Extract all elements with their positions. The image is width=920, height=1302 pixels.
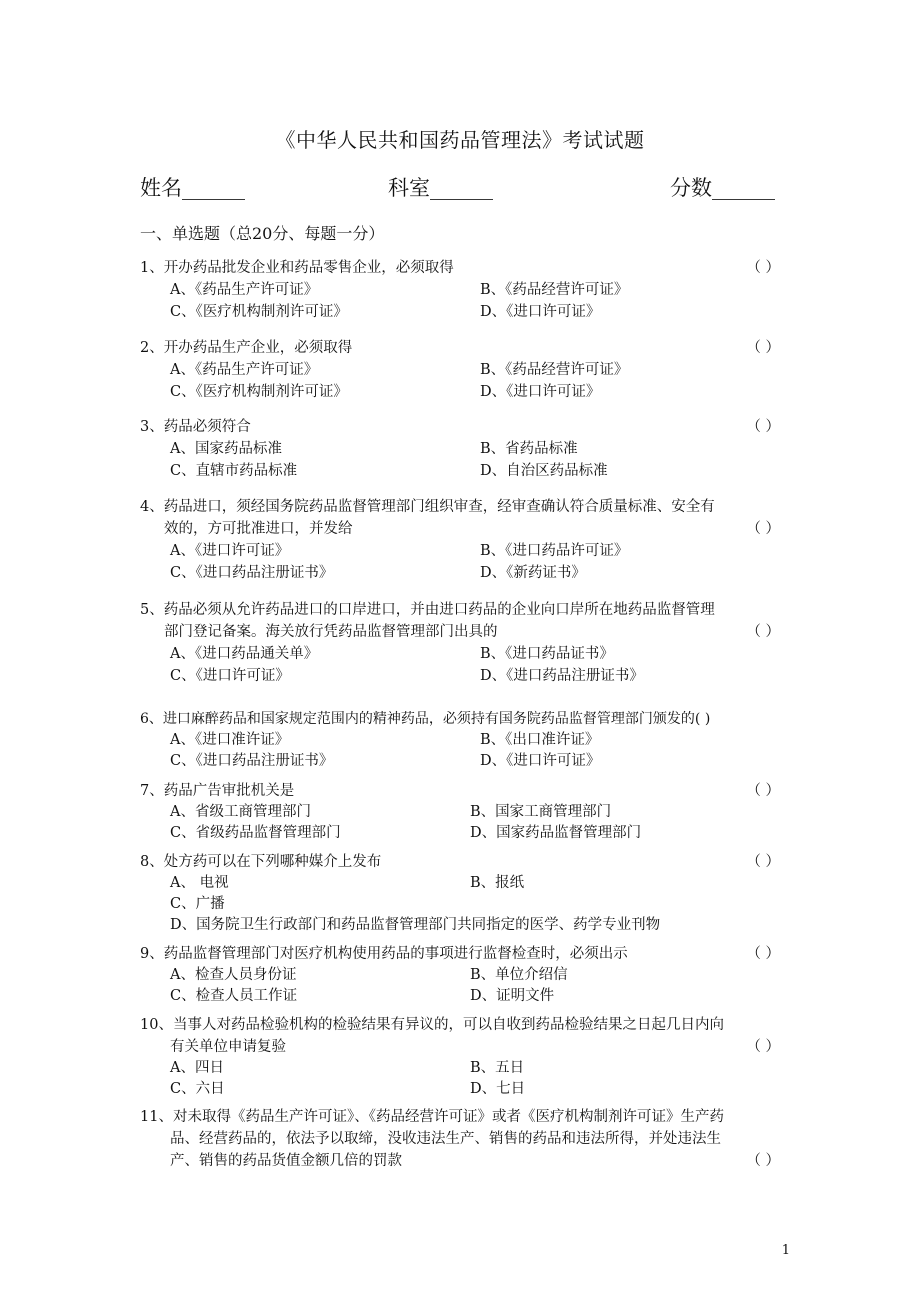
name-field: 姓名______ [140, 176, 245, 200]
question-7 [140, 780, 780, 844]
option-d: D、七日 [470, 1081, 526, 1097]
option-b: B、《进口药品证书》 [480, 646, 614, 662]
option-c: C、《医疗机构制剂许可证》 [170, 304, 348, 320]
question-stem: 11、对未取得《药品生产许可证》、《药品经营许可证》或者《医疗机构制剂许可证》生产药 品、经营药品的，依法予以取缔，没收违法生产、销售的药品和违法所得，并处违法生 产、销售的药品货值金额几倍的罚款 （ ） [140, 1106, 780, 1172]
question-stem: 6、进口麻醉药品和国家规定范围内的精神药品，必须持有国务院药品监督管理部门颁发的( ) [140, 711, 711, 727]
option-a: A、 电视 [170, 875, 229, 891]
header-fields [140, 172, 780, 202]
option-b: B、《药品经营许可证》 [480, 282, 629, 298]
option-b: B、《出口准许证》 [480, 732, 600, 748]
option-c: C、直辖市药品标准 [170, 463, 298, 479]
option-a: A、《进口许可证》 [170, 543, 290, 559]
option-b: B、国家工商管理部门 [470, 804, 612, 820]
option-c: C、广播 [170, 896, 225, 912]
question-11 [140, 1106, 780, 1172]
answer-bracket: （ ） [746, 854, 780, 870]
question-stem: 5、药品必须从允许药品进口的口岸进口，并由进口药品的企业向口岸所在地药品监督管理 部门登记备案。海关放行凭药品监督管理部门出具的 （ ） [140, 599, 780, 643]
question-stem: 9、药品监督管理部门对医疗机构使用药品的事项进行监督检查时，必须出示 （ ） [140, 943, 780, 965]
answer-bracket: （ ） [746, 521, 780, 537]
option-a: A、《药品生产许可证》 [170, 362, 319, 378]
question-1 [140, 257, 780, 323]
option-c: C、检查人员工作证 [170, 988, 298, 1004]
option-b: B、《进口药品许可证》 [480, 543, 629, 559]
option-a: A、《药品生产许可证》 [170, 282, 319, 298]
question-stem: 3、药品必须符合 （ ） [140, 416, 780, 438]
option-a: A、《进口药品通关单》 [170, 646, 319, 662]
option-c: C、《进口许可证》 [170, 668, 290, 684]
section-heading: 一、单选题（总20分、每题一分） [140, 224, 385, 243]
option-d: D、《进口许可证》 [480, 384, 601, 400]
option-c: C、六日 [170, 1081, 225, 1097]
option-d: D、《进口药品注册证书》 [480, 668, 644, 684]
option-a: A、检查人员身份证 [170, 967, 297, 983]
option-c: C、省级药品监督管理部门 [170, 825, 341, 841]
department-field: 科室______ [388, 176, 493, 200]
option-d: D、《进口许可证》 [480, 753, 601, 769]
question-stem: 2、开办药品生产企业，必须取得 （ ） [140, 337, 780, 359]
option-b: B、五日 [470, 1060, 525, 1076]
question-6 [140, 708, 780, 772]
question-4 [140, 496, 780, 584]
answer-bracket: （ ） [746, 419, 780, 435]
option-d: D、国家药品监督管理部门 [470, 825, 642, 841]
option-a: A、《进口准许证》 [170, 732, 290, 748]
option-c: C、《进口药品注册证书》 [170, 753, 334, 769]
question-9 [140, 943, 780, 1007]
answer-bracket: （ ） [746, 624, 780, 640]
question-5 [140, 599, 780, 687]
option-b: B、单位介绍信 [470, 967, 568, 983]
question-stem: 10、当事人对药品检验机构的检验结果有异议的，可以自收到药品检验结果之日起几日内向 有关单位申请复验 （ ） [140, 1014, 780, 1058]
option-a: A、国家药品标准 [170, 441, 282, 457]
option-b: B、省药品标准 [480, 441, 578, 457]
answer-bracket: （ ） [746, 1153, 780, 1169]
option-b: B、报纸 [470, 875, 525, 891]
question-10 [140, 1014, 780, 1100]
answer-bracket: （ ） [746, 260, 780, 276]
question-stem: 8、处方药可以在下列哪种媒介上发布 （ ） [140, 851, 780, 873]
answer-bracket: （ ） [746, 1039, 780, 1055]
option-c: C、《医疗机构制剂许可证》 [170, 384, 348, 400]
question-stem: 1、开办药品批发企业和药品零售企业，必须取得 （ ） [140, 257, 780, 279]
option-d: D、《新药证书》 [480, 565, 586, 581]
question-3 [140, 416, 780, 482]
option-d: D、国务院卫生行政部门和药品监督管理部门共同指定的医学、药学专业刊物 [170, 917, 661, 933]
option-d: D、证明文件 [470, 988, 555, 1004]
option-a: A、省级工商管理部门 [170, 804, 311, 820]
score-field: 分数______ [670, 176, 775, 200]
question-stem: 7、药品广告审批机关是 （ ） [140, 780, 780, 802]
option-d: D、《进口许可证》 [480, 304, 601, 320]
question-stem: 4、药品进口，须经国务院药品监督管理部门组织审查，经审查确认符合质量标准、安全有 效的，方可批准进口，并发给 （ ） [140, 496, 780, 540]
page-number: 1 [781, 1243, 790, 1258]
answer-bracket: （ ） [746, 783, 780, 799]
question-8 [140, 851, 780, 936]
answer-bracket: （ ） [746, 340, 780, 356]
option-a: A、四日 [170, 1060, 224, 1076]
page-title: 《中华人民共和国药品管理法》考试试题 [275, 128, 645, 152]
option-c: C、《进口药品注册证书》 [170, 565, 334, 581]
option-d: D、自治区药品标准 [480, 463, 608, 479]
question-2 [140, 337, 780, 403]
answer-bracket: （ ） [746, 946, 780, 962]
option-b: B、《药品经营许可证》 [480, 362, 629, 378]
